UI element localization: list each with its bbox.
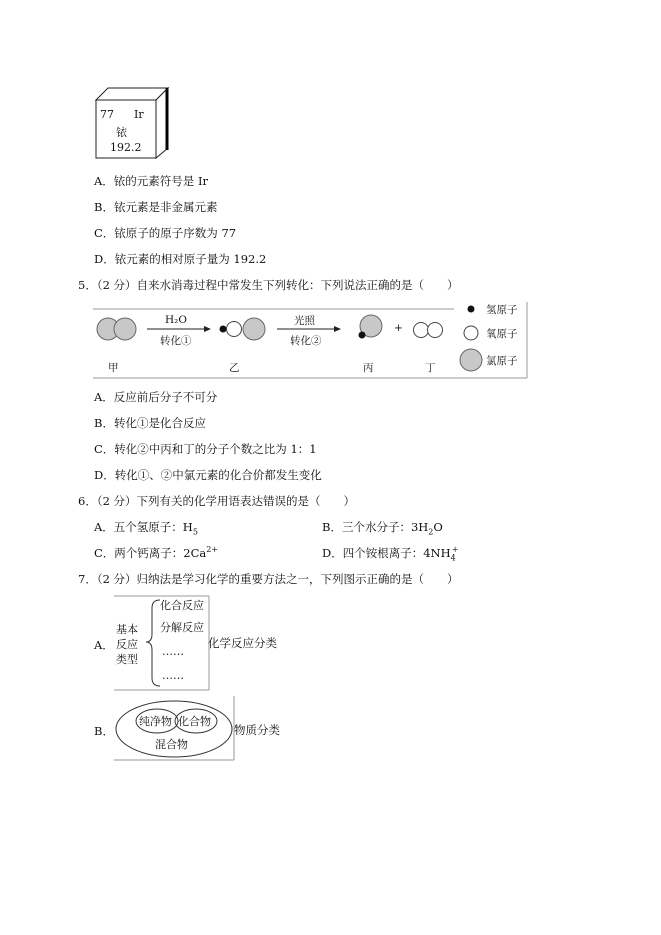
q4-option-d[interactable]: D．铱元素的相对原子量为 192.2 (94, 252, 267, 266)
label-bing: 丙 (363, 362, 374, 374)
q5-option-a[interactable]: A．反应前后分子不可分 (94, 390, 218, 404)
q7-a-left-2: 反应 (116, 638, 138, 651)
arrow1-label-bottom: 转化① (160, 335, 192, 347)
q5-option-b[interactable]: B．转化①是化合反应 (94, 416, 206, 430)
q6-option-c[interactable] (94, 545, 218, 561)
q7-b-inner-2: 化合物 (178, 715, 211, 728)
q7-b-inner-1: 纯净物 (139, 715, 172, 728)
q6-stem: 6．（2 分）下列有关的化学用语表达错误的是（ ） (78, 494, 356, 508)
q6-option-d-text: D．四个铵根离子：4NH (322, 546, 451, 560)
q7-option-b-label: B． (94, 724, 114, 738)
q4-option-c[interactable]: C．铱原子的原子序数为 77 (94, 226, 237, 240)
q4-option-b[interactable]: B．铱元素是非金属元素 (94, 200, 218, 214)
label-jia: 甲 (108, 362, 119, 374)
label-ding: 丁 (425, 362, 436, 374)
q6-option-d[interactable] (322, 545, 458, 562)
q7-a-item-1: 化合反应 (160, 599, 204, 612)
q6-option-b-tail: O (433, 520, 443, 534)
atomic-mass: 192.2 (110, 141, 142, 154)
q7-b-outer: 混合物 (155, 738, 188, 751)
q7-a-left-1: 基本 (116, 623, 138, 636)
q6-option-d-sub: 4 (450, 553, 456, 563)
q7-option-b[interactable] (94, 696, 294, 762)
arrow1-label-top: H₂O (165, 314, 187, 326)
q5-option-d[interactable]: D．转化①、②中氯元素的化合价都发生变化 (94, 468, 322, 482)
q7-a-caption: 化学反应分类 (208, 636, 277, 650)
arrow2-label-top: 光照 (294, 315, 315, 327)
q5-stem: 5．（2 分）自来水消毒过程中常发生下列转化：下列说法正确的是（ ） (78, 278, 459, 292)
label-yi: 乙 (229, 362, 240, 374)
element-symbol: Ir (134, 108, 144, 121)
q6-option-b-sub: 2 (428, 527, 434, 537)
q7-b-caption: 物质分类 (234, 723, 280, 737)
q5-option-c[interactable]: C．转化②中丙和丁的分子个数之比为 1：1 (94, 442, 317, 456)
q5-reaction-diagram (92, 302, 528, 380)
q6-option-b[interactable] (322, 519, 443, 536)
q7-a-item-2: 分解反应 (160, 621, 204, 634)
q6-option-a-sub: 5 (192, 527, 198, 537)
q6-option-c-text: C．两个钙离子：2Ca (94, 546, 207, 560)
arrow2-label-bottom: 转化② (290, 335, 322, 347)
q6-option-a[interactable] (94, 519, 198, 536)
q7-option-a[interactable] (94, 594, 294, 694)
element-cell (94, 86, 170, 160)
legend-hydrogen: 氢原子 (486, 304, 518, 316)
atomic-number: 77 (100, 108, 114, 121)
q4-option-a[interactable]: A．铱的元素符号是 Ir (94, 174, 208, 188)
legend-chlorine: 氯原子 (486, 355, 518, 367)
legend-oxygen: 氧原子 (486, 328, 518, 340)
q7-stem: 7．（2 分）归纳法是学习化学的重要方法之一，下列图示正确的是（ ） (78, 572, 459, 586)
q7-a-left-3: 类型 (116, 653, 138, 666)
q6-option-a-text: A．五个氢原子：H (94, 520, 193, 534)
q7-a-item-3: …… (162, 645, 184, 658)
plus-sign: + (394, 322, 403, 334)
element-name: 铱 (116, 126, 127, 139)
q6-option-b-text: B．三个水分子：3H (322, 520, 429, 534)
q7-a-item-4: …… (162, 669, 184, 682)
q6-option-c-sup: 2+ (206, 545, 219, 555)
q7-option-a-label: A． (94, 638, 114, 652)
q6-option-d-sup: + (451, 545, 459, 555)
